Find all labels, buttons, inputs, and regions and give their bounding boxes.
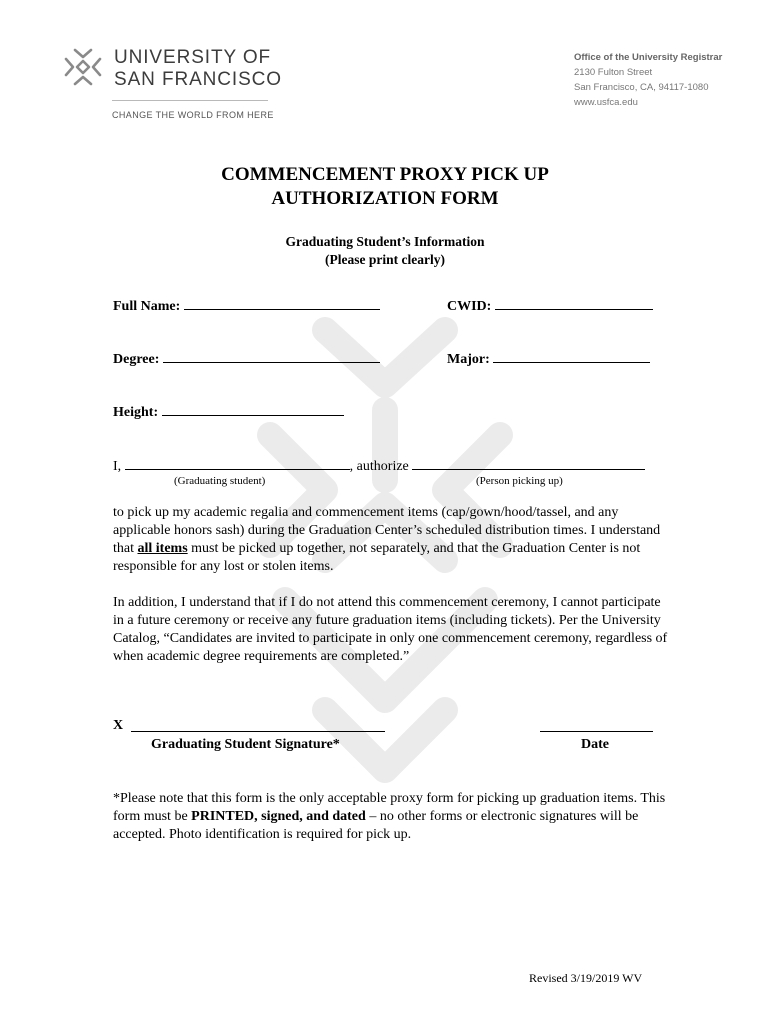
person-picking-up-caption: (Person picking up) [476,475,563,487]
regalia-paragraph [113,504,673,576]
cwid-field[interactable] [447,297,653,315]
cwid-blank[interactable] [495,297,653,310]
note-text-2: – no other forms or electronic signatures will be accepted. Photo identification is required for pick up. [113,809,639,842]
university-logo [62,42,282,126]
authorization-line [113,457,645,475]
person-picking-up-blank[interactable] [412,457,645,470]
form-title-line-1: COMMENCEMENT PROXY PICK UP [221,164,549,185]
graduating-student-caption: (Graduating student) [174,475,266,487]
major-blank[interactable] [493,350,650,363]
office-address [574,50,722,110]
date-line[interactable] [540,731,653,732]
full-name-field[interactable] [113,297,380,315]
major-field[interactable] [447,350,650,368]
form-title-line-2: AUTHORIZATION FORM [271,188,499,209]
section-heading: Graduating Student’s Information [285,234,485,249]
authorization-middle: , authorize [349,459,409,474]
ceremony-paragraph: In addition, I understand that if I do not attend this commencement ceremony, I cannot participate in a future ceremony or receive any future graduation items (including tickets). Per the University Catalog, “Candidates are invited to participate in only one commencement ceremony, regardless of when academic degree requirements are completed.” [113,595,668,664]
major-label: Major: [447,352,490,367]
full-name-blank[interactable] [184,297,380,310]
office-city: San Francisco, CA, 94117-1080 [574,82,709,93]
cwid-label: CWID: [447,299,492,314]
revision-note: Revised 3/19/2019 WV [529,971,643,985]
office-name: Office of the University Registrar [574,52,723,63]
height-blank[interactable] [162,403,344,416]
usf-emblem-icon [62,46,104,88]
logo-divider [112,100,268,101]
office-street: 2130 Fulton Street [574,67,653,78]
height-field[interactable] [113,403,344,421]
note-emphasis: PRINTED, signed, and dated [191,809,366,824]
regalia-text-1: to pick up my academic regalia and commencement items (cap/gown/hood/tassel, and any applicable honors sash) during the Graduation Center’s scheduled distribution times. I understand that [113,505,661,556]
height-label: Height: [113,405,159,420]
logo-text-line-1: UNIVERSITY OF [114,47,272,68]
degree-blank[interactable] [163,350,380,363]
office-website: www.usfca.edu [574,97,638,108]
graduating-student-blank[interactable] [125,457,350,470]
degree-field[interactable] [113,350,380,368]
full-name-label: Full Name: [113,299,181,314]
logo-tagline: CHANGE THE WORLD FROM HERE [112,110,274,120]
section-instruction: (Please print clearly) [325,252,445,267]
date-label: Date [581,737,609,752]
authorization-prefix: I, [113,459,122,474]
all-items-emphasis: all items [137,541,188,556]
logo-text-line-2: SAN FRANCISCO [114,69,282,90]
note-paragraph [113,790,673,844]
regalia-text-2: must be picked up together, not separately, and that the Graduation Center is not responsible for any lost or stolen items. [113,541,641,574]
signature-line[interactable] [131,731,385,732]
degree-label: Degree: [113,352,160,367]
note-text-1: *Please note that this form is the only acceptable proxy form for picking up graduation items. This form must be [113,791,666,824]
signature-label: Graduating Student Signature* [151,737,340,752]
signature-x-mark: X [113,718,124,733]
